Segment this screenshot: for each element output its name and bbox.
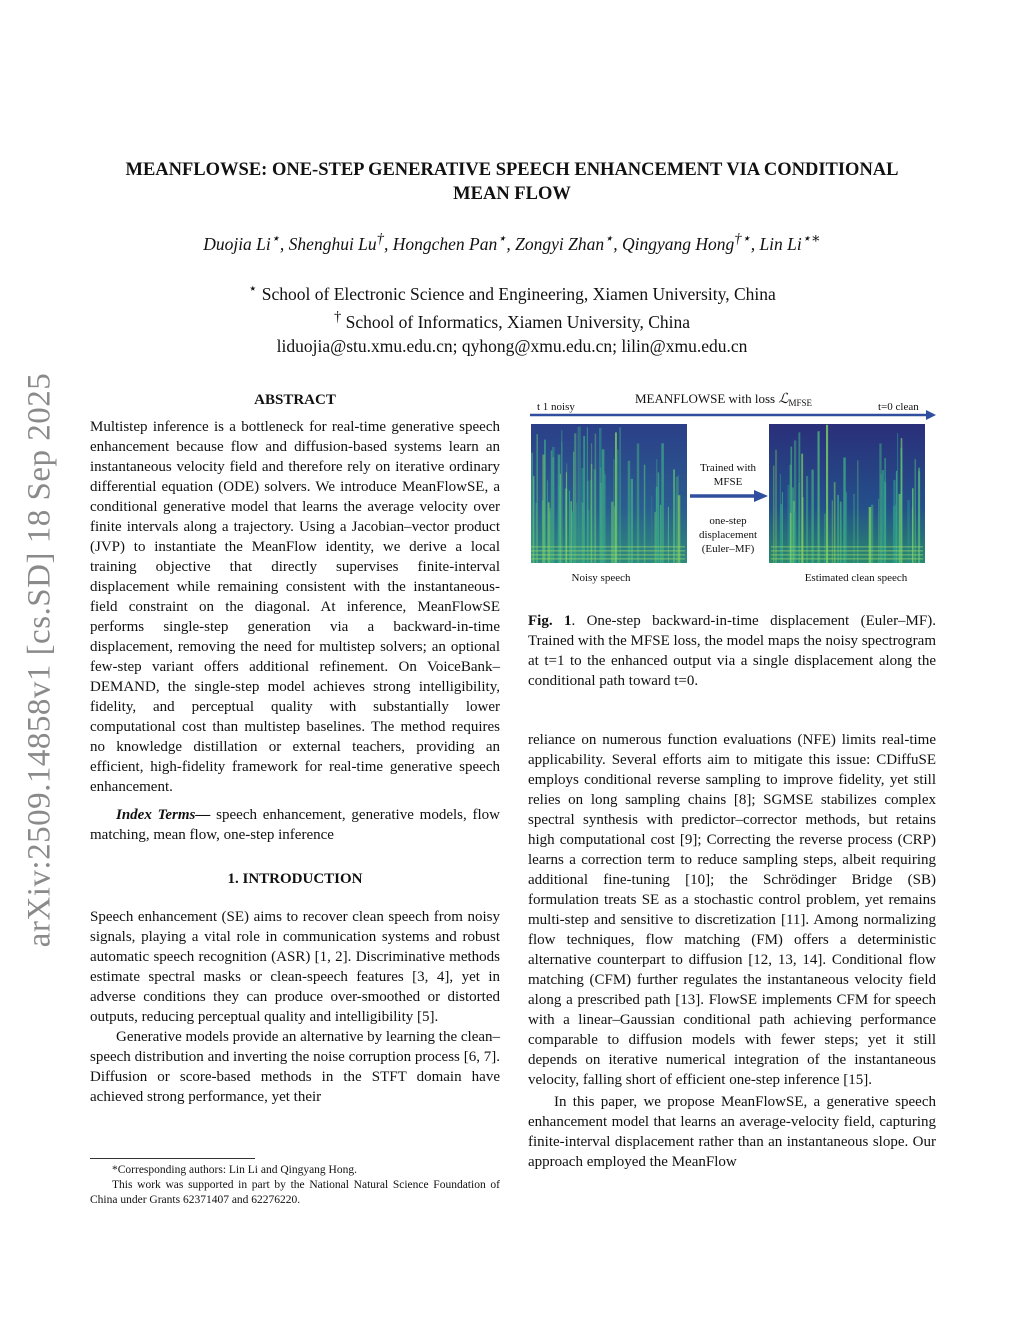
footnotes <box>90 1163 500 1208</box>
right-column <box>528 730 936 1172</box>
spectrogram-streak <box>600 467 602 563</box>
spectrogram-streak <box>628 461 631 563</box>
author-name: Duojia Li <box>203 233 271 254</box>
intro-paragraph-3: reliance on numerous function evaluations (NFE) limits real-time applicability. Several efforts aim to mitigate this issue: CDiffuSE employs conditional reverse sampling to improve fidelity, yet still relies on long sampling chains [8]; SGMSE stabilizes complex spectral synthesis with predictor–corrector methods, but retains high computational cost [9]; Correcting the reverse process (CRP) learns a correction term to reduce sampling steps, albeit requiring additional fine-tuning [10]; the Schrödinger Bridge (SB) formulation treats SE as a stochastic control problem, yet remains multi-step and sensitive to discretization [11]. Among normalizing flow techniques, flow matching (FM) offers a deterministic alternative counterpart to diffusion [12, 13, 14]. Conditional flow matching (CFM) further regulates the instantaneous velocity field along a prescribed path [13]. FlowSE implements CFM for speech with a linear–Gaussian conditional path achieving performance comparable to diffusion models with fewer steps; yet it still depends on iterative numerical integration of the instantaneous velocity, falling short of efficient one-step inference [15]. <box>528 732 936 1088</box>
paper-title <box>80 158 944 206</box>
spectrogram-streak <box>536 434 538 563</box>
author-list: Duojia Li⋆, Shenghui Lu†, Hongchen Pan⋆, Zongyi Zhan⋆, Qingyang Hong†⋆, Lin Li⋆∗ <box>203 231 821 254</box>
footnote-funding: This work was supported in part by the National Natural Science Foundation of China under Grants 62371407 and 62276220. <box>90 1179 500 1206</box>
figure-top-title: MEANFLOWSE with loss ℒ$_{MFSE}$ <box>635 391 812 408</box>
spectrogram-streak <box>587 427 588 563</box>
spectrogram-streak <box>658 472 660 563</box>
arrow-text-line-2: MFSE <box>713 476 743 488</box>
spectrogram-streak <box>798 432 800 563</box>
intro-paragraph-2: Generative models provide an alternative by learning the clean–speech distribution and inverting the noise corruption process [6, 7]. Diffusion or score-based methods in the STFT domain have achieved strong performance, yet their <box>90 1029 501 1105</box>
spectrogram-streak <box>918 471 920 563</box>
spectrogram-streak <box>611 502 614 563</box>
author-affiliation-mark: ⋆ <box>497 231 507 247</box>
spectrogram-streak <box>552 447 555 563</box>
spectrogram-streak <box>826 425 828 563</box>
noisy-speech-label: Noisy speech <box>571 572 631 584</box>
spectrogram-streak <box>837 495 839 563</box>
arrow-text-line-1: Trained with <box>699 462 757 474</box>
spectrogram-streak <box>617 450 618 564</box>
spectrogram-harmonic-band <box>531 558 685 560</box>
spectrogram-harmonic-band <box>531 546 685 548</box>
author-emails: liduojia@stu.xmu.edu.cn; qyhong@xmu.edu.cn; lilin@xmu.edu.cn <box>276 335 748 356</box>
author-name: Hongchen Pan <box>392 233 498 254</box>
spectrogram-streak <box>595 434 597 563</box>
displacement-line-3: (Euler–MF) <box>701 543 755 555</box>
left-column <box>90 392 500 1107</box>
author-affiliation-mark: †⋆ <box>734 231 751 247</box>
affiliation-2: † School of Informatics, Xiamen University, China <box>333 309 691 333</box>
spectrogram-streak <box>533 476 534 563</box>
figure-caption-label: Fig. 1 <box>528 613 572 629</box>
title-line-2: MEAN FLOW <box>453 184 571 204</box>
displacement-line-1: one-step <box>709 515 747 527</box>
author-affiliation-mark: † <box>376 231 384 247</box>
spectrogram-streak <box>811 470 813 563</box>
spectrogram-streak <box>604 471 605 563</box>
affiliation-1: ⋆ School of Electronic Science and Engineering, Xiamen University, China <box>248 281 776 304</box>
author-name: Qingyang Hong <box>621 233 735 254</box>
spectrogram-streak <box>897 433 898 563</box>
displacement-line-2: displacement <box>698 529 758 541</box>
figure-top-arrowhead <box>926 410 936 420</box>
affiliations <box>80 278 944 358</box>
spectrogram-streak <box>879 444 881 564</box>
spectrogram-streak <box>907 500 910 563</box>
spectrogram-streak <box>578 427 579 563</box>
spectrogram-streak <box>582 503 584 564</box>
spectrogram-streak <box>561 431 562 564</box>
mid-arrowhead <box>754 490 768 502</box>
spectrogram-streak <box>806 476 808 563</box>
spectrogram-harmonic-band <box>771 550 923 552</box>
spectrogram-streak <box>845 492 847 563</box>
author-name: Zongyi Zhan <box>515 233 605 254</box>
author-affiliation-mark: ⋆∗ <box>801 231 821 247</box>
spectrogram-streak <box>615 432 617 563</box>
author-name: Shenghui Lu <box>288 233 377 254</box>
spectrogram-streak <box>773 466 774 563</box>
abstract-heading: ABSTRACT <box>254 392 336 408</box>
title-line-1: MEANFLOWSE: ONE-STEP GENERATIVE SPEECH ENHANCEMENT VIA CONDITIONAL <box>125 160 899 180</box>
spectrogram-harmonic-band <box>531 554 685 556</box>
spectrogram-streak <box>818 432 819 563</box>
spectrogram-streak <box>878 499 879 563</box>
spectrogram-streak <box>548 502 550 563</box>
figure-caption <box>528 611 936 691</box>
author-affiliation-mark: ⋆ <box>270 231 280 247</box>
abstract-text: Multistep inference is a bottleneck for real-time generative speech enhancement because flow and diffusion-based systems learn an instantaneous velocity field and therefore rely on iterative ordinary differential equation (ODE) solvers. We introduce MeanFlowSE, a conditional generative model that learns the average velocity over finite intervals along a trajectory. Using a Jacobian–vector product (JVP) to instantiate the MeanFlow identity, we derive a local training objective that directly supervises finite-interval displacement while remaining consistent with the instantaneous-field constraint on the diagonal. At inference, MeanFlowSE performs single-step generation via a backward-in-time displacement, removing the need for multistep solvers; an optional few-step variant offers additional refinement. On VoiceBank–DEMAND, the single-step model achieves strong intelligibility, fidelity, and perceptual quality with substantially lower computational cost than multistep baselines. The method requires no knowledge distillation or external teachers, providing an efficient, high-fidelity framework for real-time generative speech enhancement. <box>90 419 500 795</box>
spectrogram-streak <box>674 493 676 563</box>
spectrogram-harmonic-band <box>771 546 923 548</box>
figure-top-right-label: t=0 clean <box>878 401 919 413</box>
figure-top-left-label: t 1 noisy <box>537 401 575 413</box>
spectrogram-harmonic-band <box>531 550 685 552</box>
spectrogram-streak <box>579 426 581 563</box>
spectrogram-streak <box>782 492 783 563</box>
spectrogram-streak <box>566 472 567 563</box>
author-name: Lin Li <box>759 233 802 254</box>
spectrogram-streak <box>832 501 833 564</box>
introduction-heading: 1. INTRODUCTION <box>227 871 363 887</box>
footnote-corresponding: *Corresponding authors: Lin Li and Qingyang Hong. <box>112 1164 357 1176</box>
figure-diagram <box>528 386 936 594</box>
spectrogram-streak <box>853 494 854 563</box>
spectrogram-streak <box>644 465 646 563</box>
intro-paragraph-4: In this paper, we propose MeanFlowSE, a generative speech enhancement model that learns an average-velocity field, capturing finite-interval displacement rather than an instantaneous slope. Our approach employed the MeanFlow <box>528 1094 936 1170</box>
figure-caption-text: . One-step backward-in-time displacement (Euler–MF). Trained with the MFSE loss, the model maps the noisy spectrogram at t=1 to the enhanced output via a single displacement along the conditional path toward t=0. <box>528 613 936 689</box>
spectrogram-streak <box>637 444 639 564</box>
spectrogram-streak <box>619 427 620 563</box>
spectrogram-harmonic-band <box>771 558 923 560</box>
spectrogram-streak <box>569 491 570 563</box>
author-affiliation-mark: ⋆ <box>604 231 614 247</box>
spectrogram-streak <box>882 470 884 563</box>
figure-1 <box>528 386 936 594</box>
intro-paragraph-1: Speech enhancement (SE) aims to recover clean speech from noisy signals, playing a vital role in communication systems and robust automatic speech recognition (ASR) [1, 2]. Discriminative methods estimate spectral masks or clean-speech features [3, 4], yet in adverse conditions they can produce over-smoothed or distorted outputs, reducing perceptual quality and intelligibility [5]. <box>90 909 500 1025</box>
clean-speech-label: Estimated clean speech <box>804 572 908 584</box>
footnote-rule <box>90 1158 255 1159</box>
index-terms: Index Terms— speech enhancement, generative models, flow matching, mean flow, one-step inference <box>90 807 500 843</box>
index-terms-label: Index Terms— <box>116 807 211 823</box>
spectrogram-harmonic-band <box>771 554 923 556</box>
spectrogram-streak <box>651 495 652 563</box>
spectrogram-streak <box>570 501 572 563</box>
spectrogram-streak <box>840 502 842 563</box>
spectrogram-streak <box>678 495 681 563</box>
arxiv-id: arXiv:2509.14858v1 [cs.SD] 18 Sep 2025 <box>21 372 58 948</box>
spectrogram-streak <box>661 443 664 563</box>
spectrogram-streak <box>901 438 903 563</box>
